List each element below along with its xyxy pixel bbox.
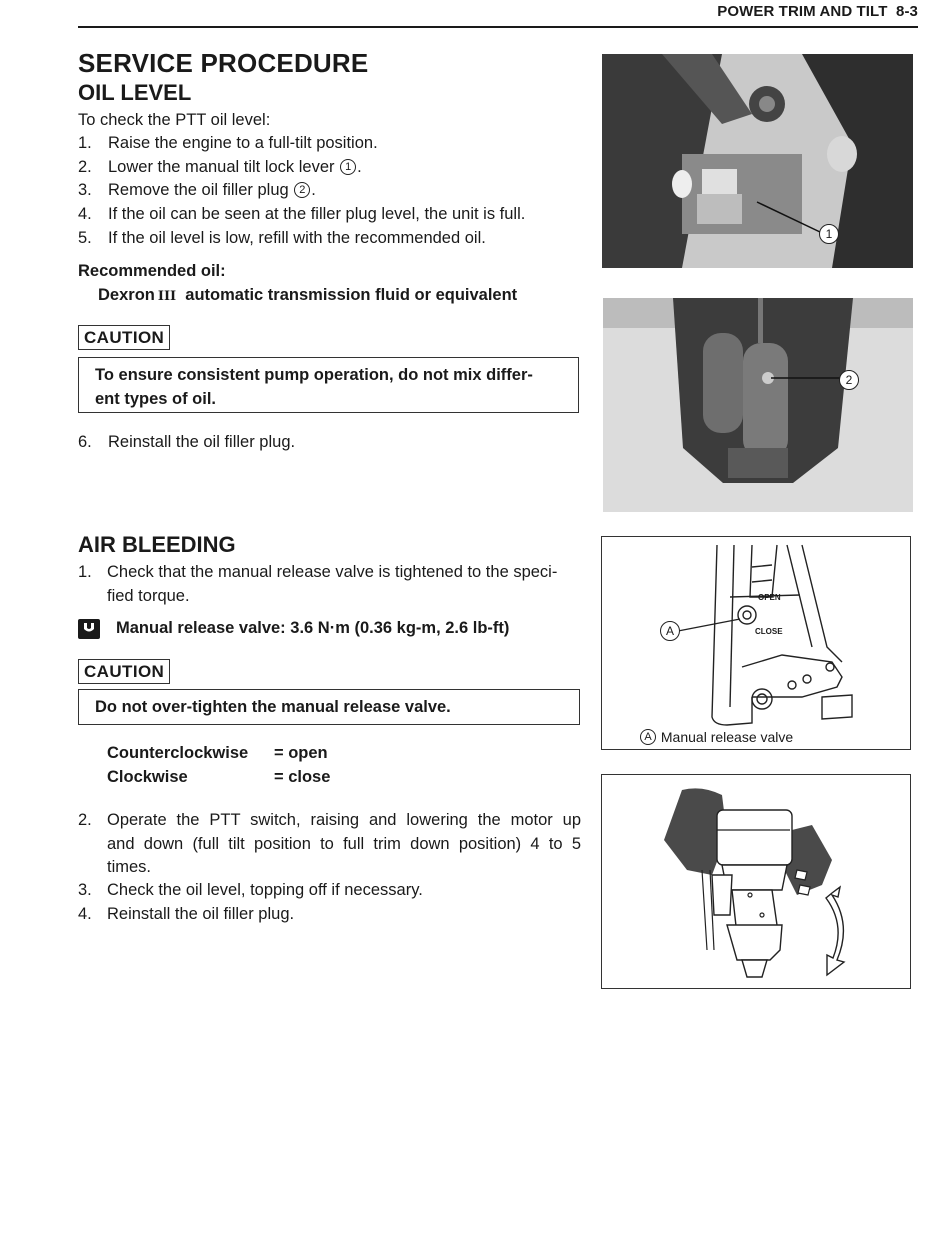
ccw-value: = open [274, 744, 328, 762]
grade-numeral: III [157, 289, 177, 304]
caution-box-valve: Do not over-tighten the manual release valve. [78, 689, 580, 725]
ccw-label: Counterclockwise [107, 744, 249, 762]
caution-label-2: CAUTION [78, 659, 170, 684]
manual-release-valve-figure [601, 536, 911, 750]
oil-level-heading: OIL LEVEL [78, 80, 192, 105]
recommended-oil-value: Dexron III automatic transmission fluid or equivalent [98, 286, 518, 304]
bleed-step-3: 3. Check the oil level, topping off if necessary. [78, 881, 423, 899]
bleed-step-1: 1. Check that the manual release valve is tightened to the speci- fied torque. [78, 563, 558, 605]
torque-wrench-icon [78, 619, 100, 639]
valve-caption: A Manual release valve [639, 729, 793, 745]
section-title: SERVICE PROCEDURE [78, 48, 369, 78]
caution-label: CAUTION [78, 325, 170, 350]
caution-box-oil: To ensure consistent pump operation, do not mix differ- ent types of oil. [78, 357, 579, 413]
bleed-step-2: 2. Operate the PTT switch, raising and lowering the motor up and down (full tilt position to full trim down position) 4 to 5 times. [78, 811, 581, 876]
running-header [717, 3, 918, 20]
cw-value: = close [274, 768, 331, 786]
callout-ref-1: 1 [340, 159, 356, 175]
caption-ref-a: A [640, 729, 656, 745]
torque-spec: Manual release valve: 3.6 N·m (0.36 kg-m, 2.6 lb-ft) [116, 619, 510, 637]
callout-a: A [660, 621, 680, 641]
cw-label: Clockwise [107, 768, 188, 786]
callout-2: 2 [839, 370, 859, 390]
oil-level-intro: To check the PTT oil level: [78, 111, 271, 129]
air-bleeding-heading: AIR BLEEDING [78, 532, 236, 557]
tilt-lock-lever-photo [602, 54, 913, 268]
page-header [78, 0, 918, 28]
callout-ref-2: 2 [294, 182, 310, 198]
close-label: CLOSE [755, 627, 783, 636]
outboard-motor-tilt-figure [601, 774, 911, 989]
open-label: OPEN [758, 593, 781, 602]
chapter-title: POWER TRIM AND TILT [717, 3, 888, 20]
bleed-step-4: 4. Reinstall the oil filler plug. [78, 905, 295, 923]
recommended-oil-label: Recommended oil: [78, 262, 226, 280]
oil-filler-plug-photo [603, 298, 913, 512]
page-number: 8-3 [896, 3, 918, 20]
callout-1: 1 [819, 224, 839, 244]
